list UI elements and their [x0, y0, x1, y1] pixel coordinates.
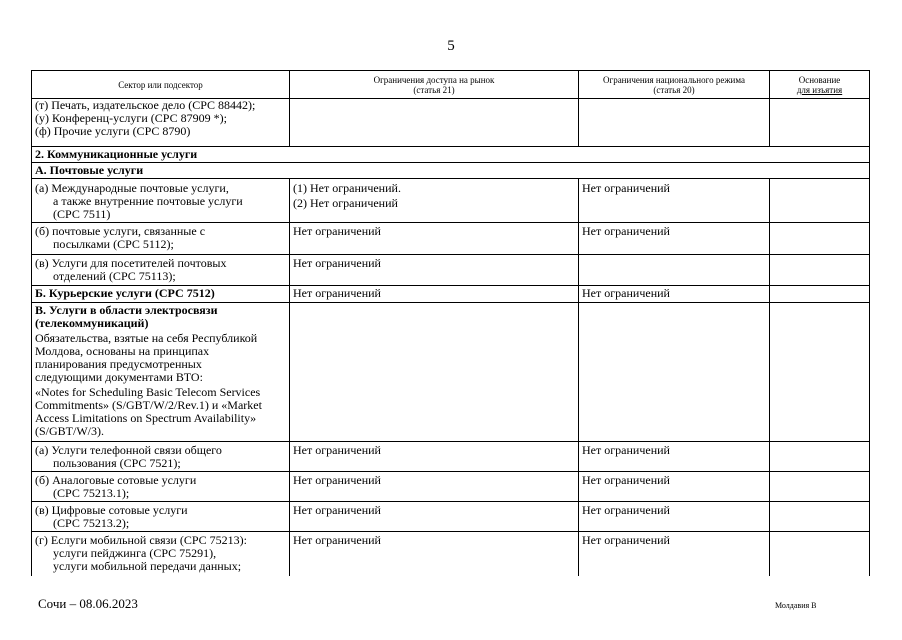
market-access-cell	[290, 303, 579, 442]
national-treatment-cell	[579, 303, 770, 442]
sector-cell: (в) Услуги для посетителей почтовых отделений (СРС 75113);	[32, 255, 290, 286]
header-national-treatment: Ограничения национального режима (статья 20)	[579, 71, 770, 99]
sector-cell: (г) Еслуги мобильной связи (СРС 75213): услуги пейджинга (СРС 75291), услуги мобильной передачи данных;	[32, 532, 290, 576]
section-row	[32, 163, 870, 179]
table-row	[32, 223, 870, 255]
exemption-cell	[770, 99, 870, 147]
paragraph: «Notes for Scheduling Basic Telecom Services Commitments» (S/GBT/W/2/Rev.1) и «Market Access Limitations on Spectrum Availability» (S/GBT/W/3).	[35, 385, 262, 438]
table-row	[32, 303, 870, 442]
exemption-cell	[770, 179, 870, 223]
header-sector: Сектор или подсектор	[32, 71, 290, 99]
section-title: 2. Коммуникационные услуги	[32, 147, 870, 163]
page-number: 5	[447, 38, 455, 54]
national-treatment-cell: Нет ограничений	[579, 442, 770, 472]
exemption-cell	[770, 303, 870, 442]
sector-cell	[32, 303, 290, 442]
market-access-cell	[290, 99, 579, 147]
table-row	[32, 99, 870, 147]
national-treatment-cell: Нет ограничений	[579, 532, 770, 576]
subsection-heading: (телекоммуникаций)	[35, 316, 149, 330]
table-row	[32, 179, 870, 223]
exemption-cell	[770, 442, 870, 472]
header-exemption: Основание для изъятия	[770, 71, 870, 99]
exemption-cell	[770, 532, 870, 576]
market-access-cell: Нет ограничений	[290, 532, 579, 576]
section-row	[32, 147, 870, 163]
table-row	[32, 255, 870, 286]
market-access-cell: Нет ограничений	[290, 223, 579, 255]
table-row	[32, 286, 870, 303]
sector-cell: (б) почтовые услуги, связанные с посылками (СРС 5112);	[32, 223, 290, 255]
sector-cell: (а) Услуги телефонной связи общего пользования (СРС 7521);	[32, 442, 290, 472]
sector-cell: (т) Печать, издательское дело (СРС 88442); (у) Конференц-услуги (СРС 87909 *); (ф) Прочие услуги (СРС 8790)	[32, 99, 290, 147]
exemption-cell	[770, 472, 870, 502]
market-access-cell: Нет ограничений	[290, 255, 579, 286]
footer-date: Сочи – 08.06.2023	[38, 596, 138, 611]
national-treatment-cell: Нет ограничений	[579, 223, 770, 255]
section-title: А. Почтовые услуги	[32, 163, 870, 179]
commitments-table	[31, 70, 870, 576]
header-market-access: Ограничения доступа на рынок (статья 21)	[290, 71, 579, 99]
exemption-cell	[770, 255, 870, 286]
national-treatment-cell: Нет ограничений	[579, 472, 770, 502]
section-title: Б. Курьерские услуги (СРС 7512)	[32, 286, 290, 303]
national-treatment-cell	[579, 99, 770, 147]
table-row	[32, 502, 870, 532]
sector-cell: (а) Международные почтовые услуги, а также внутренние почтовые услуги (СРС 7511)	[32, 179, 290, 223]
paragraph: Обязательства, взятые на себя Республикой Молдова, основаны на принципах планирования предусмотренных следующими документами ВТО:	[35, 331, 258, 384]
subsection-heading: В. Услуги в области электросвязи	[35, 303, 218, 317]
market-access-cell: (1) Нет ограничений. (2) Нет ограничений	[290, 179, 579, 223]
exemption-cell	[770, 502, 870, 532]
national-treatment-cell: Нет ограничений	[579, 286, 770, 303]
sector-cell: (в) Цифровые сотовые услуги (СРС 75213.2);	[32, 502, 290, 532]
market-access-cell: Нет ограничений	[290, 442, 579, 472]
footer-country: Молдавия В	[775, 601, 817, 610]
exemption-cell	[770, 286, 870, 303]
national-treatment-cell: Нет ограничений	[579, 502, 770, 532]
market-access-cell: Нет ограничений	[290, 472, 579, 502]
table-row	[32, 442, 870, 472]
national-treatment-cell	[579, 255, 770, 286]
table-header-row	[32, 71, 870, 99]
table-row	[32, 472, 870, 502]
market-access-cell: Нет ограничений	[290, 286, 579, 303]
table-row	[32, 532, 870, 576]
market-access-cell: Нет ограничений	[290, 502, 579, 532]
exemption-cell	[770, 223, 870, 255]
sector-cell: (б) Аналоговые сотовые услуги (СРС 75213.1);	[32, 472, 290, 502]
national-treatment-cell: Нет ограничений	[579, 179, 770, 223]
